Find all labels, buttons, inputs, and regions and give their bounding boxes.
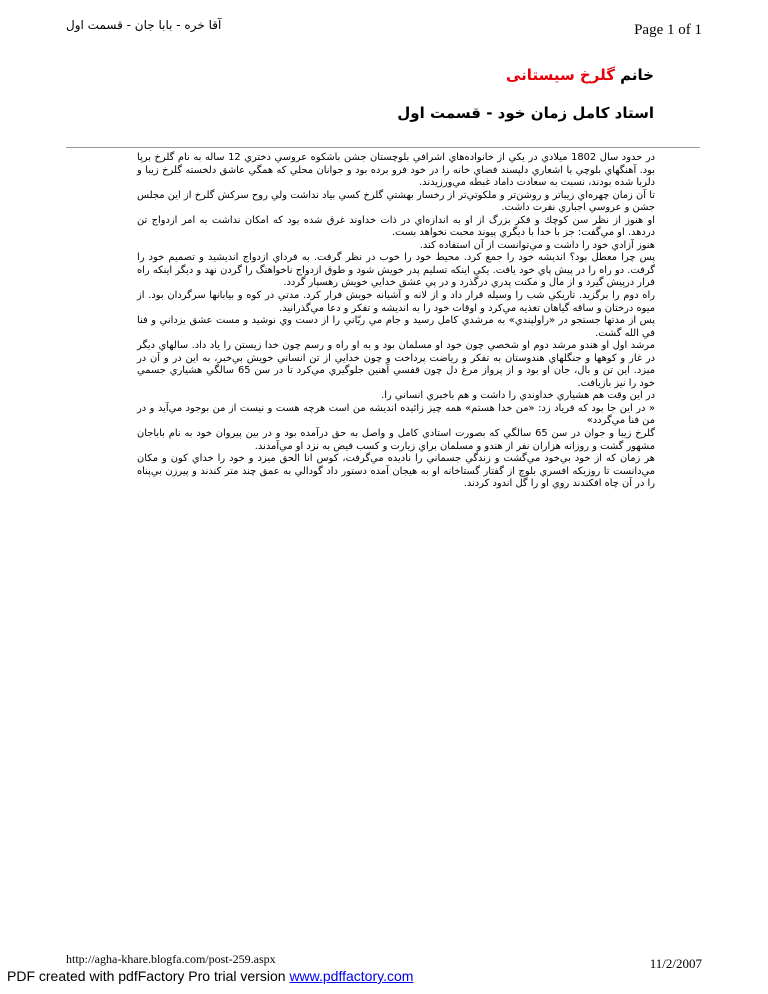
- pdf-watermark-banner: [7, 968, 413, 984]
- separator-line: [66, 147, 700, 148]
- paragraph: تا آن زمان چهره‌اي زيباتر و روشن‌تر و ملكوتي‌تر از رخسار بهشتي گلرخ كسي بياد نداشت ولي روح سركش گلرخ از اين مجلس جشن و عروسي اجباري نفرت داشت.: [137, 189, 655, 214]
- paragraph: او هنوز از نظر سن كوچك و فكر بزرگ از او به اندازه‌اي در ذات خداوند غرق شده بود كه امكان نداشت به امر ازدواج تن دردهد. او مي‌گفت: جز با خدا با ديگري پيوند محبت نخواهد بست.: [137, 214, 655, 239]
- header-document-title: آقا خره - بابا جان - قسمت اول: [66, 18, 222, 32]
- footer-source-url: http://agha-khare.blogfa.com/post-259.aspx: [66, 952, 276, 966]
- header-page-number: Page 1 of 1: [634, 22, 702, 38]
- byline: [506, 66, 654, 84]
- byline-prefix: خانم: [620, 66, 654, 84]
- paragraph: مرشد اول او هندو مرشد دوم او شخصي چون خود او مسلمان بود و به او راه و رسم چون خدا زيستن را ياد داد. سالهاي ديگر در غار و كوهها و جنگلهاي هندوستان به تفكر و رياضت پرداخت و چون خدايي از تن انساني خويش بي‌خبر، به اين در و آن در ميزد. اين تن و بال، جان او بود و از پرواز مرغ دل چون قفسي آهنين جلوگيري مي‌كرد تا در سن 65 سالگي هشياري جسمي خود را نيز بازيافت.: [137, 340, 655, 389]
- pdf-banner-text: PDF created with pdfFactory Pro trial version: [7, 968, 286, 984]
- article-body: [137, 152, 655, 491]
- author-name: گلرخ سیستانی: [506, 66, 615, 84]
- pdffactory-link[interactable]: www.pdffactory.com: [289, 968, 414, 984]
- paragraph: در اين وقت هم هشياري خداوندي را داشت و هم باخبري انساني را.: [381, 390, 655, 402]
- footer-date: 11/2/2007: [649, 956, 702, 971]
- paragraph: راه دوم را برگزيد. تاريكي شب را وسيله قرار داد و از لانه و آشيانه خويش فرار كرد. مدتي در كوه و بيابانها سرگردان بود. از ميوه درختان و ساقه گياهان تغذيه مي‌كرد و اوقات خود را به انديشه و تفكر و دعا مي‌گذرانيد.: [137, 290, 655, 314]
- paragraph: در حدود سال 1802 ميلادي در يكي از خانواده‌هاي اشرافي بلوچستان جشن باشكوه عروسي دختري 12 ساله به نام گلرخ برپا بود. آهنگهاي بلوچي با اشعاري دلپسند فضاي خانه را در خود فرو برده بود و جوانان محلي كه همگي عاشق دلخسته گلرخ زيبا و دلربا شده بودند، نسبت به سعادت داماد غبطه مي‌ورزيدند.: [137, 152, 655, 189]
- paragraph: پس از مدتها جستجو در «راولپندي» به مرشدي كامل رسيد و جام مي ربّاني را از دست وي نوشيد و مست عشق يزداني و فنا في الله گشت.: [137, 315, 655, 339]
- paragraph: هنوز آزادي خود را داشت و مي‌توانست از آن استفاده كند.: [419, 239, 655, 251]
- paragraph: گلرخ زيبا و جوان در سن 65 سالگي كه بصورت استادي كامل و واصل به حق درآمده بود و در بين پيروان خود به نام باباجان مشهور گشت و روزانه هزاران نفر از هندو و مسلمان براي زيارت و كسب فيض به نزد او مي‌آمدند.: [137, 428, 655, 452]
- paragraph: « در اين جا بود كه فرياد زد: «من خدا هستم» همه چيز زائيده انديشه من است هرچه هست و نيست از من بوجود مي‌آيد و در من فنا مي‌گردد»: [137, 402, 655, 427]
- paragraph: پس چرا معطل بود؟ انديشه خود را جمع كرد. محيط خود را خوب در نظر گرفت. به فرداي ازدواج انديشيد و تصميم خود را گرفت. دو راه را در پيش پاي خود يافت. يكي اينكه تسليم پدر خويش شود و طوق ازدواج ناخواهنگ را گردن نهد و ديگر اينكه راه فرار درپيش گيرد و از مال و مكنت پدري درگذرد و در پي عشق خدايي خويش رهسپار گردد.: [137, 252, 655, 289]
- article-title: استاد کامل زمان خود - قسمت اول: [397, 104, 654, 122]
- paragraph: هر زمان كه از خود بي‌خود مي‌گشت و زندگي جسماني را ناديده مي‌گرفت، كوس انا الحق ميزد و خود را خداي كون و مكان مي‌دانست تا روزيكه افسري بلوچ از گفتار گستاخانه او به هيجان آمده دستور داد گودالي به عمق چند متر كندند و پيرزن بي‌پناه را در آن چاه افكندند روي او را گل اندود كردند.: [137, 453, 655, 490]
